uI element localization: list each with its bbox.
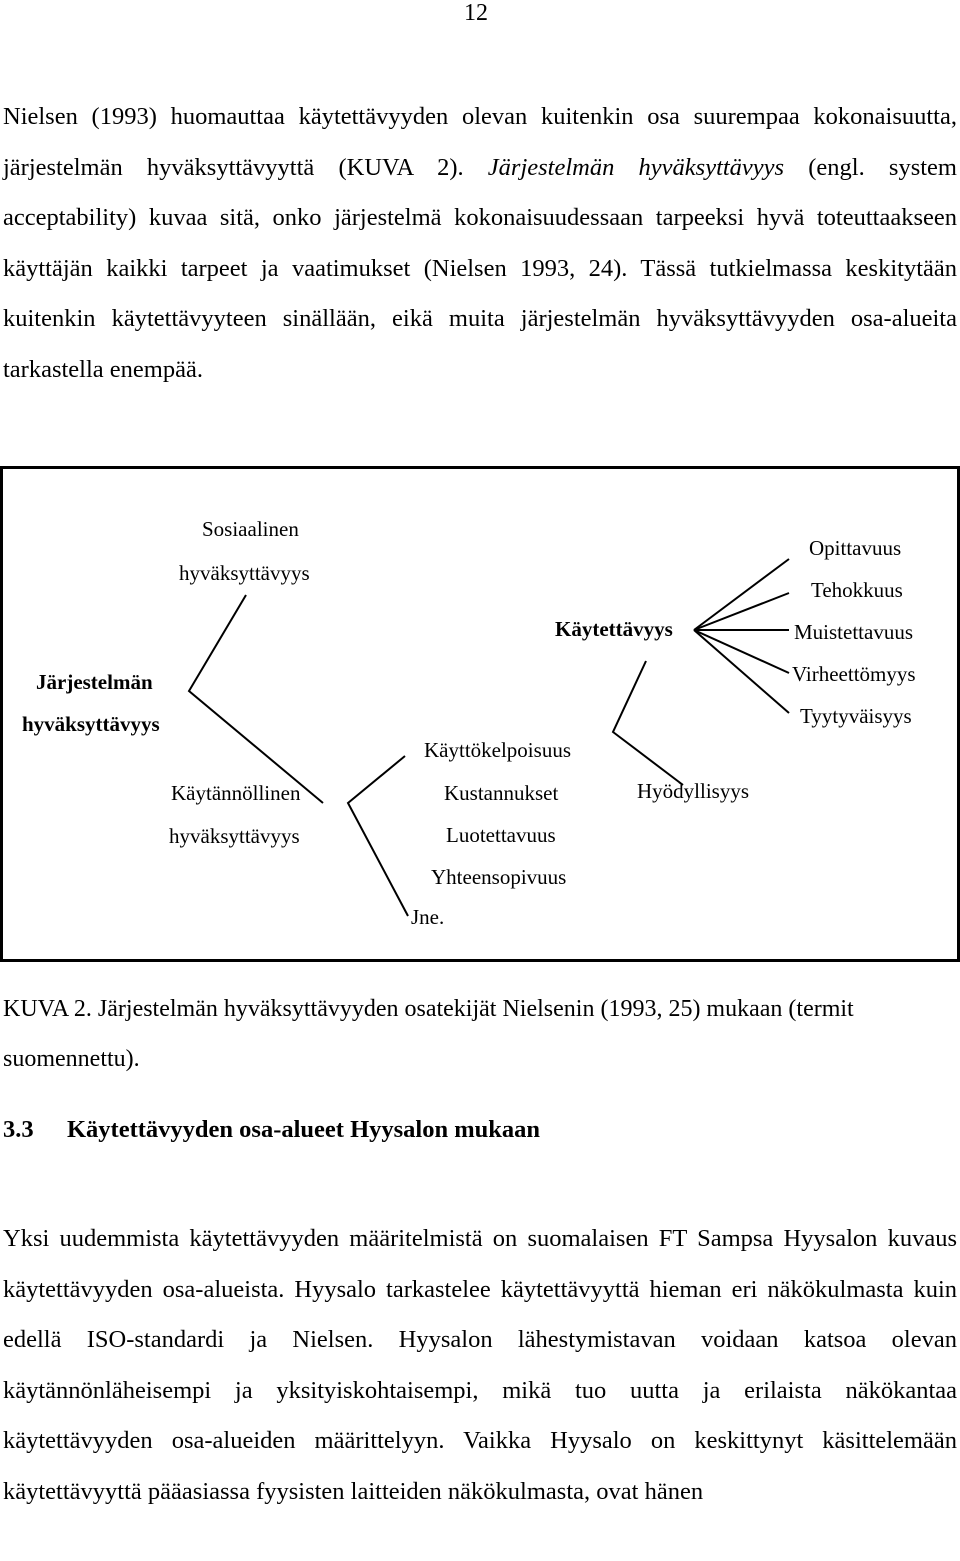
figure-system-acceptability bbox=[0, 466, 960, 962]
usability-branch-line bbox=[694, 630, 789, 673]
node-social-acceptability: Sosiaalinen bbox=[202, 517, 299, 541]
node-reliability: Luotettavuus bbox=[446, 823, 556, 847]
node-social-acceptability: hyväksyttävyys bbox=[179, 561, 310, 585]
italic-term: Järjestelmän hyväksyttävyys bbox=[487, 153, 785, 181]
node-etc: Jne. bbox=[411, 905, 445, 929]
node-memorability: Muistettavuus bbox=[794, 620, 913, 644]
root-branch-line bbox=[189, 595, 323, 803]
section-title: Käytettävyyden osa-alueet Hyysalon mukaan bbox=[67, 1116, 541, 1143]
paragraph-text: (engl. system acceptability) kuvaa sitä, onko järjestelmä kokonaisuudessaan tarpeeksi hyvä toteuttaakseen käyttäjän kaikki tarpeet ja vaatimukset (Nielsen 1993, 24). Tässä tutkielmassa keskitytään kuitenkin käytettävyyteen sinällään, eikä muita järjestelmän hyväksyttävyyden osa-alueita tarkastella enempää. bbox=[3, 153, 957, 383]
paragraph-text: Nielsen (1993) huomauttaa käytettävyyden olevan kuitenkin osa suurempaa kokonaisuutta, järjestelmän hyväksyttävyyttä (KUVA 2). bbox=[3, 103, 957, 181]
practical-branch-line bbox=[348, 756, 408, 916]
node-usability: Käytettävyys bbox=[555, 617, 673, 641]
node-errors: Virheettömyys bbox=[792, 662, 916, 686]
node-practical-acceptability: Käytännöllinen bbox=[171, 781, 301, 805]
page-number: 12 bbox=[464, 0, 488, 26]
section-number: 3.3 bbox=[3, 1116, 34, 1143]
node-system-acceptability: hyväksyttävyys bbox=[22, 712, 160, 736]
figure-caption: KUVA 2. Järjestelmän hyväksyttävyyden osatekijät Nielsenin (1993, 25) mukaan (termit suomennettu). bbox=[3, 996, 854, 1072]
node-practical-acceptability: hyväksyttävyys bbox=[169, 824, 300, 848]
section-heading bbox=[3, 1116, 540, 1144]
usability-branch-line bbox=[694, 593, 789, 630]
node-learnability: Opittavuus bbox=[809, 536, 902, 560]
node-usefulness: Käyttökelpoisuus bbox=[424, 738, 571, 762]
body-paragraph bbox=[3, 92, 957, 395]
usefulness-branch-line bbox=[613, 661, 683, 785]
node-efficiency: Tehokkuus bbox=[811, 578, 903, 602]
node-satisfaction: Tyytyväisyys bbox=[800, 704, 912, 728]
node-compatibility: Yhteensopivuus bbox=[431, 865, 567, 889]
usability-branch-line bbox=[694, 630, 789, 713]
node-cost: Kustannukset bbox=[444, 781, 559, 805]
node-utility: Hyödyllisyys bbox=[637, 779, 750, 803]
body-paragraph: Yksi uudemmista käytettävyyden määritelmistä on suomalaisen FT Sampsa Hyysalon kuvaus käytettävyyden osa-alueista. Hyysalo tarkastelee käytettävyyttä hieman eri näkökulmasta kuin edellä ISO-standardi ja Nielsen. Hyysalon lähestymistavan voidaan katsoa olevan käytännönläheisempi ja yksityiskohtaisempi, mikä tuo uutta ja erilaista näkökantaa käytettävyyden osa-alueiden määrittelyyn. Vaikka Hyysalo on keskittynyt käsittelemään käytettävyyttä pääasiassa fyysisten laitteiden näkökulmasta, ovat hänen bbox=[3, 1225, 957, 1505]
node-system-acceptability: Järjestelmän bbox=[36, 670, 153, 694]
usability-branch-line bbox=[694, 559, 789, 630]
